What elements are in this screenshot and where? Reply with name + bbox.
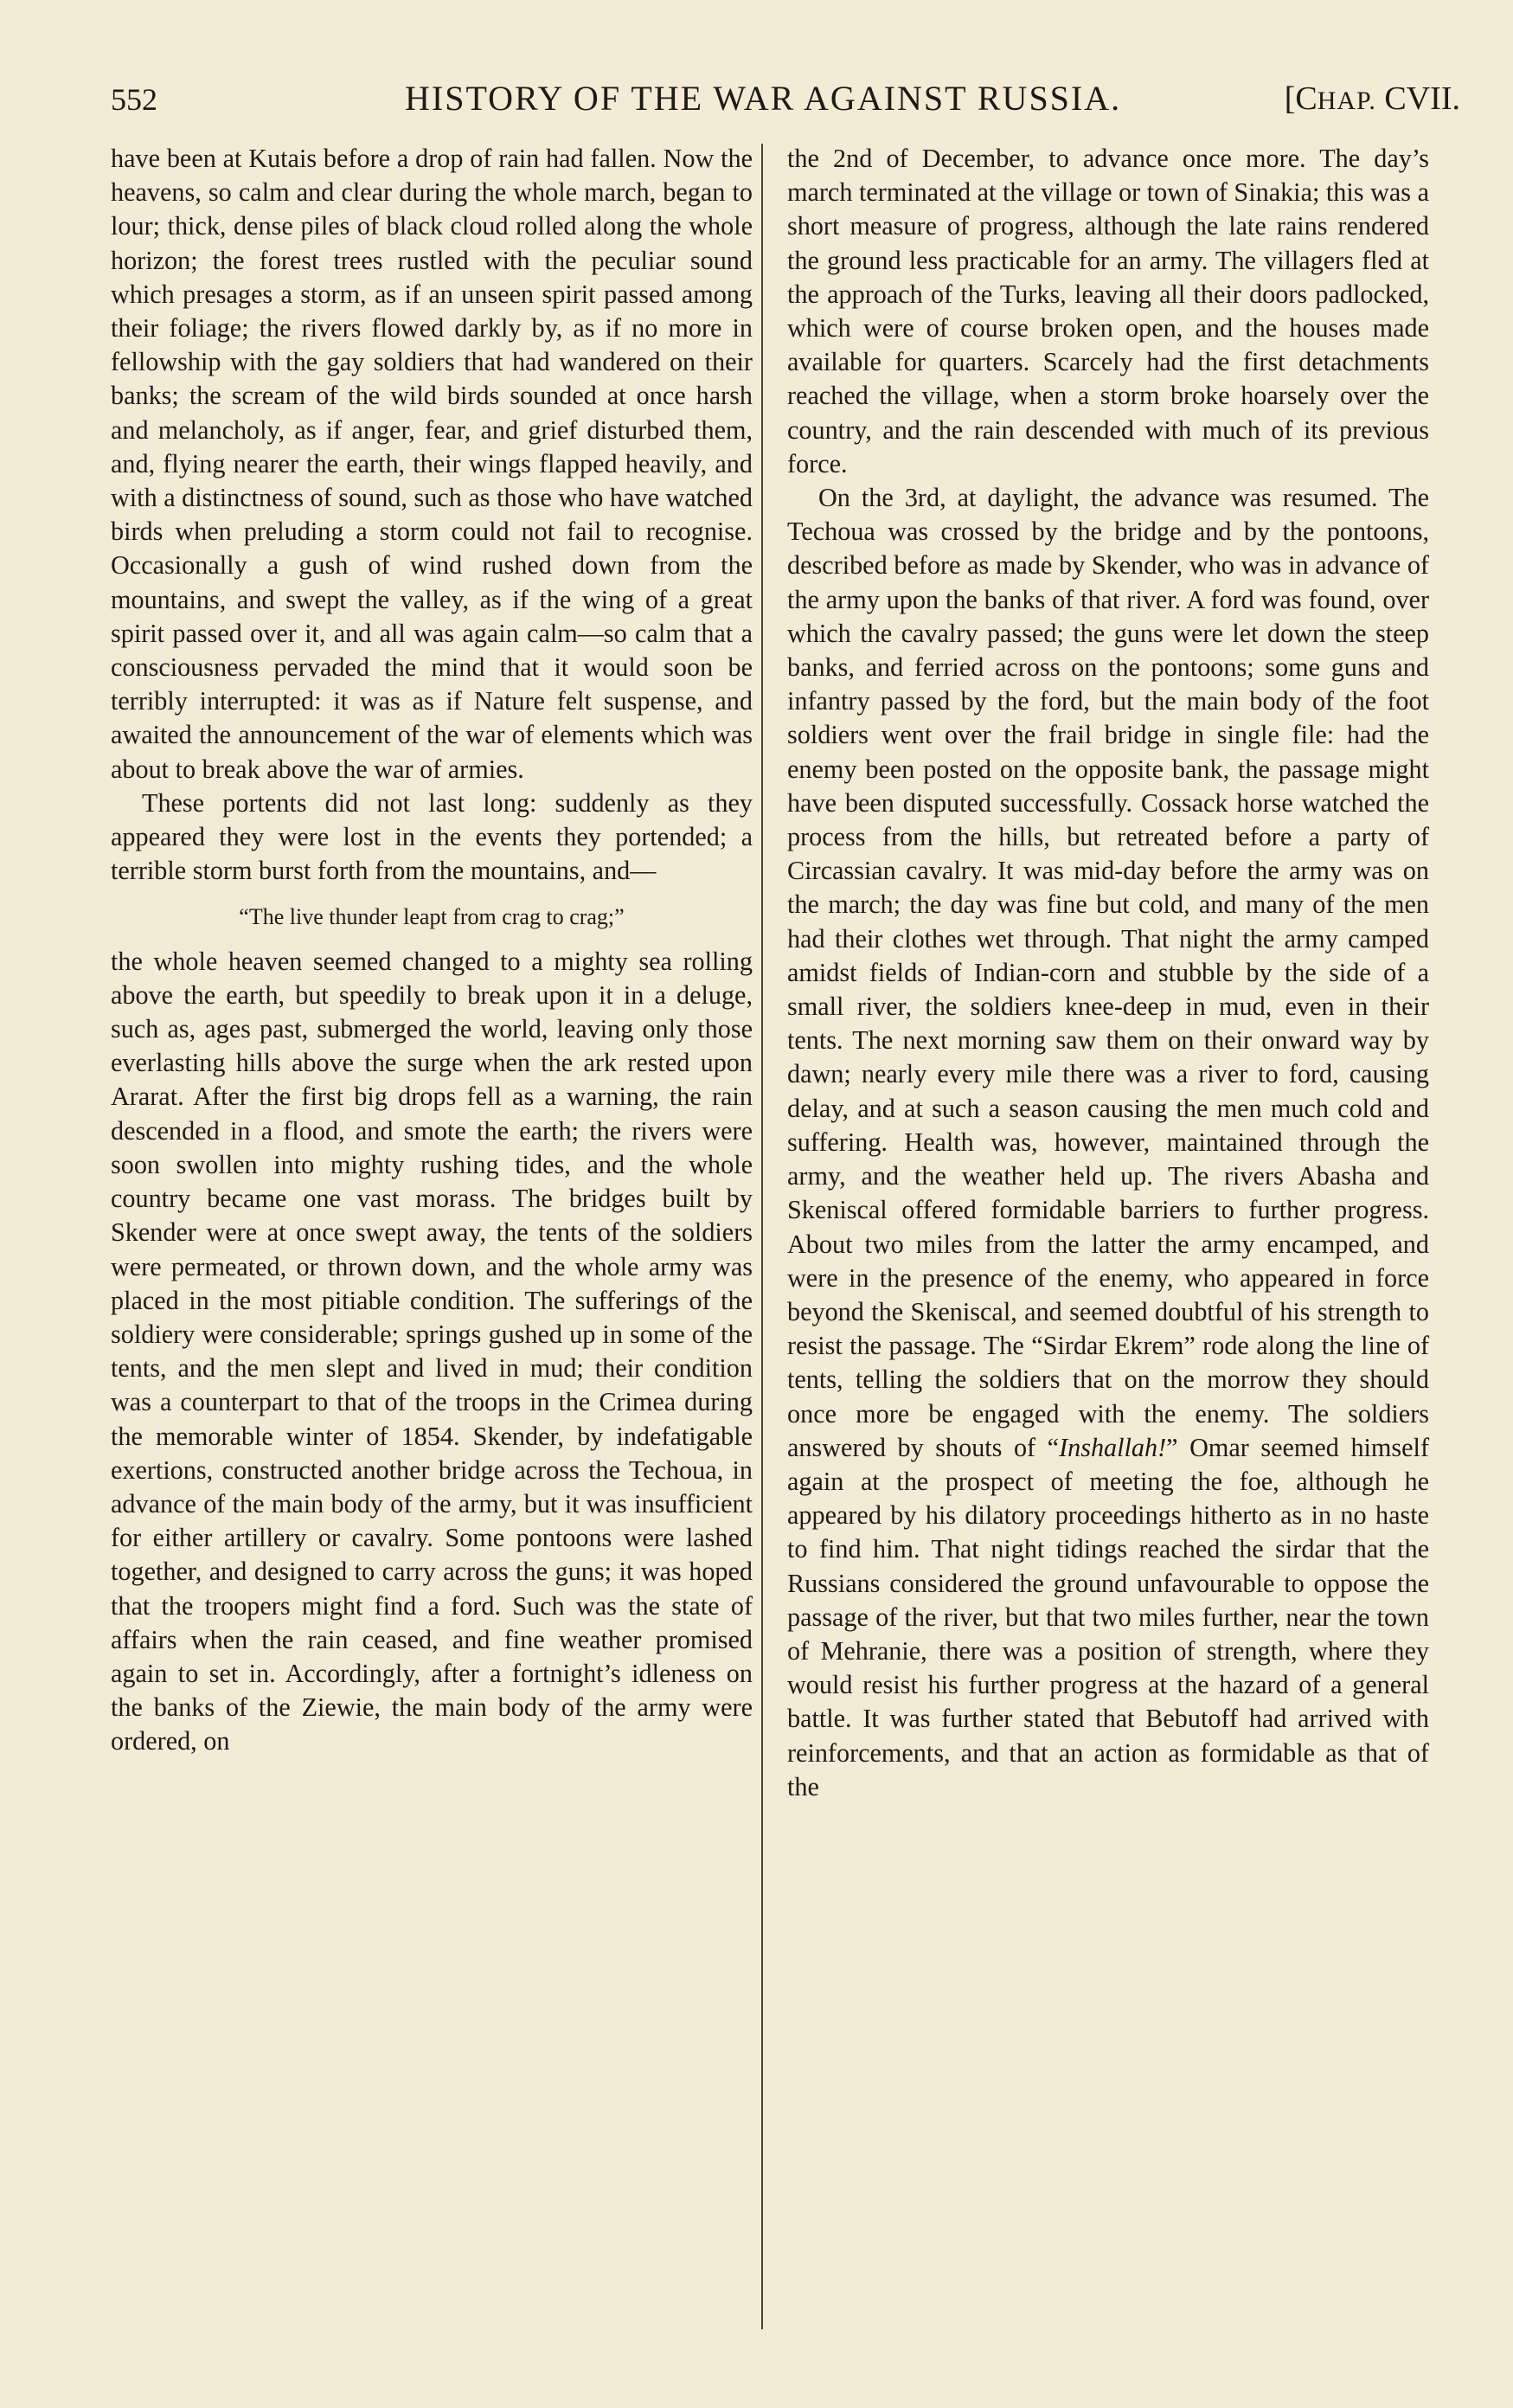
italic-exclamation: Inshallah! [1059, 1432, 1167, 1462]
chapter-smallcaps: HAP. [1317, 87, 1376, 115]
paragraph: the 2nd of December, to advance once more. The day’s march terminated at the village or town of Sinakia; this was a short measure of progress, although the late rains rendered the ground less practicable for an army. The villagers fled at the approach of the Turks, leaving all their doors padlocked, which were of course broken open, and the houses made available for quarters. Scarcely had the first detachments reached the village, when a storm broke hoarsely over the country, and the rain descended with much of its previous force. [787, 144, 1429, 478]
left-column [111, 142, 753, 1759]
paragraph: the whole heaven seemed changed to a mighty sea rolling above the earth, but speedily to break upon it in a deluge, such as, ages past, submerged the world, leaving only those everlasting hills above the surge when the ark rested upon Ararat. After the first big drops fell as a warning, the rain descended in a flood, and smote the earth; the rivers were soon swollen into mighty rushing tides, and the whole country became one vast morass. The bridges built by Skender were at once swept away, the tents of the soldiers were permeated, or thrown down, and the whole army was placed in the most pitiable condition. The sufferings of the soldiery were considerable; springs gushed up in some of the tents, and the men slept and lived in mud; their condition was a counterpart to that of the troops in the Crimea during the memorable winter of 1854. Skender, by indefatigable exertions, constructed another bridge across the Techoua, in advance of the main body of the army, but it was insufficient for either artillery or cavalry. Some pontoons were lashed together, and designed to carry across the guns; it was hoped that the troopers might find a ford. Such was the state of affairs when the rain ceased, and fine weather promised again to set in. Accordingly, after a fortnight’s idleness on the banks of the Ziewie, the main body of the army were ordered, on [111, 946, 753, 1756]
paragraph: These portents did not last long: suddenly as they appeared they were lost in the events they portended; a terrible storm burst forth from the mountains, and— [111, 787, 753, 886]
running-title: HISTORY OF THE WAR AGAINST RUSSIA. [405, 79, 1122, 118]
verse-quotation: “The live thunder leapt from crag to crag;” [239, 904, 625, 930]
running-header [111, 74, 1460, 126]
paragraph-text-end: ” Omar seemed himself again at the prospect of meeting the foe, although he appeared by his dilatory proceedings hitherto as in no haste to find him. That night tidings reached the sirdar that the Russians considered the ground unfavourable to oppose the passage of the river, but that two miles further, near the town of Mehranie, there was a position of strength, where they would resist his further progress at the hazard of a general battle. It was further stated that Bebutoff had arrived with reinforcements, and that an action as formidable as that of the [787, 1432, 1429, 1801]
chapter-number: CVII. [1384, 80, 1460, 117]
page-number: 552 [111, 82, 157, 117]
chapter-prefix: [C [1284, 80, 1317, 117]
column-divider [761, 144, 763, 2329]
paragraph: have been at Kutais before a drop of rain had fallen. Now the heavens, so calm and clear during the whole march, began to lour; thick, dense piles of black cloud rolled along the whole horizon; the forest trees rustled with the peculiar sound which presages a storm, as if an unseen spirit passed among their foliage; the rivers flowed darkly by, as if no more in fellowship with the gay soldiers that had wandered on their banks; the scream of the wild birds sounded at once harsh and melancholy, as if anger, fear, and grief disturbed them, and, flying nearer the earth, their wings flapped heavily, and with a distinctness of sound, such as those who have watched birds when preluding a storm could not fail to recognise. Occasionally a gush of wind rushed down from the mountains, and swept the valley, as if the wing of a great spirit passed over it, and all was again calm—so calm that a consciousness pervaded the mind that it would soon be terribly interrupted: it was as if Nature felt suspense, and awaited the announcement of the war of elements which was about to break above the war of armies. [111, 144, 753, 784]
right-column [787, 142, 1429, 1804]
chapter-reference [1285, 80, 1460, 118]
paragraph [787, 481, 1429, 1804]
paragraph-text: On the 3rd, at daylight, the advance was resumed. The Techoua was crossed by the bridge and by the pontoons, described before as made by Skender, who was in advance of the army upon the banks of that river. A ford was found, over which the cavalry passed; the guns were let down the steep banks, and ferried across on the pontoons; some guns and infantry passed by the ford, but the main body of the foot soldiers went over the frail bridge in single file: had the enemy been posted on the opposite bank, the passage might have been disputed successfully. Cossack horse watched the process from the hills, but retreated before a party of Circassian cavalry. It was mid-day before the army was on the march; the day was fine but cold, and many of the men had their clothes wet through. That night the army camped amidst fields of Indian-corn and stubble by the side of a small river, the soldiers knee-deep in mud, even in their tents. The next morning saw them on their onward way by dawn; nearly every mile there was a river to ford, causing delay, and at such a season causing the men much cold and suffering. Health was, however, maintained through the army, and the weather held up. The rivers Abasha and Skeniscal offered formidable barriers to further progress. About two miles from the latter the army encamped, and were in the presence of the enemy, who appeared in force beyond the Skeniscal, and seemed doubtful of his strength to resist the passage. The “Sirdar Ekrem” rode along the line of tents, telling the soldiers that on the morrow they should once more be engaged with the enemy. The soldiers answered by shouts of “ [787, 483, 1429, 1462]
